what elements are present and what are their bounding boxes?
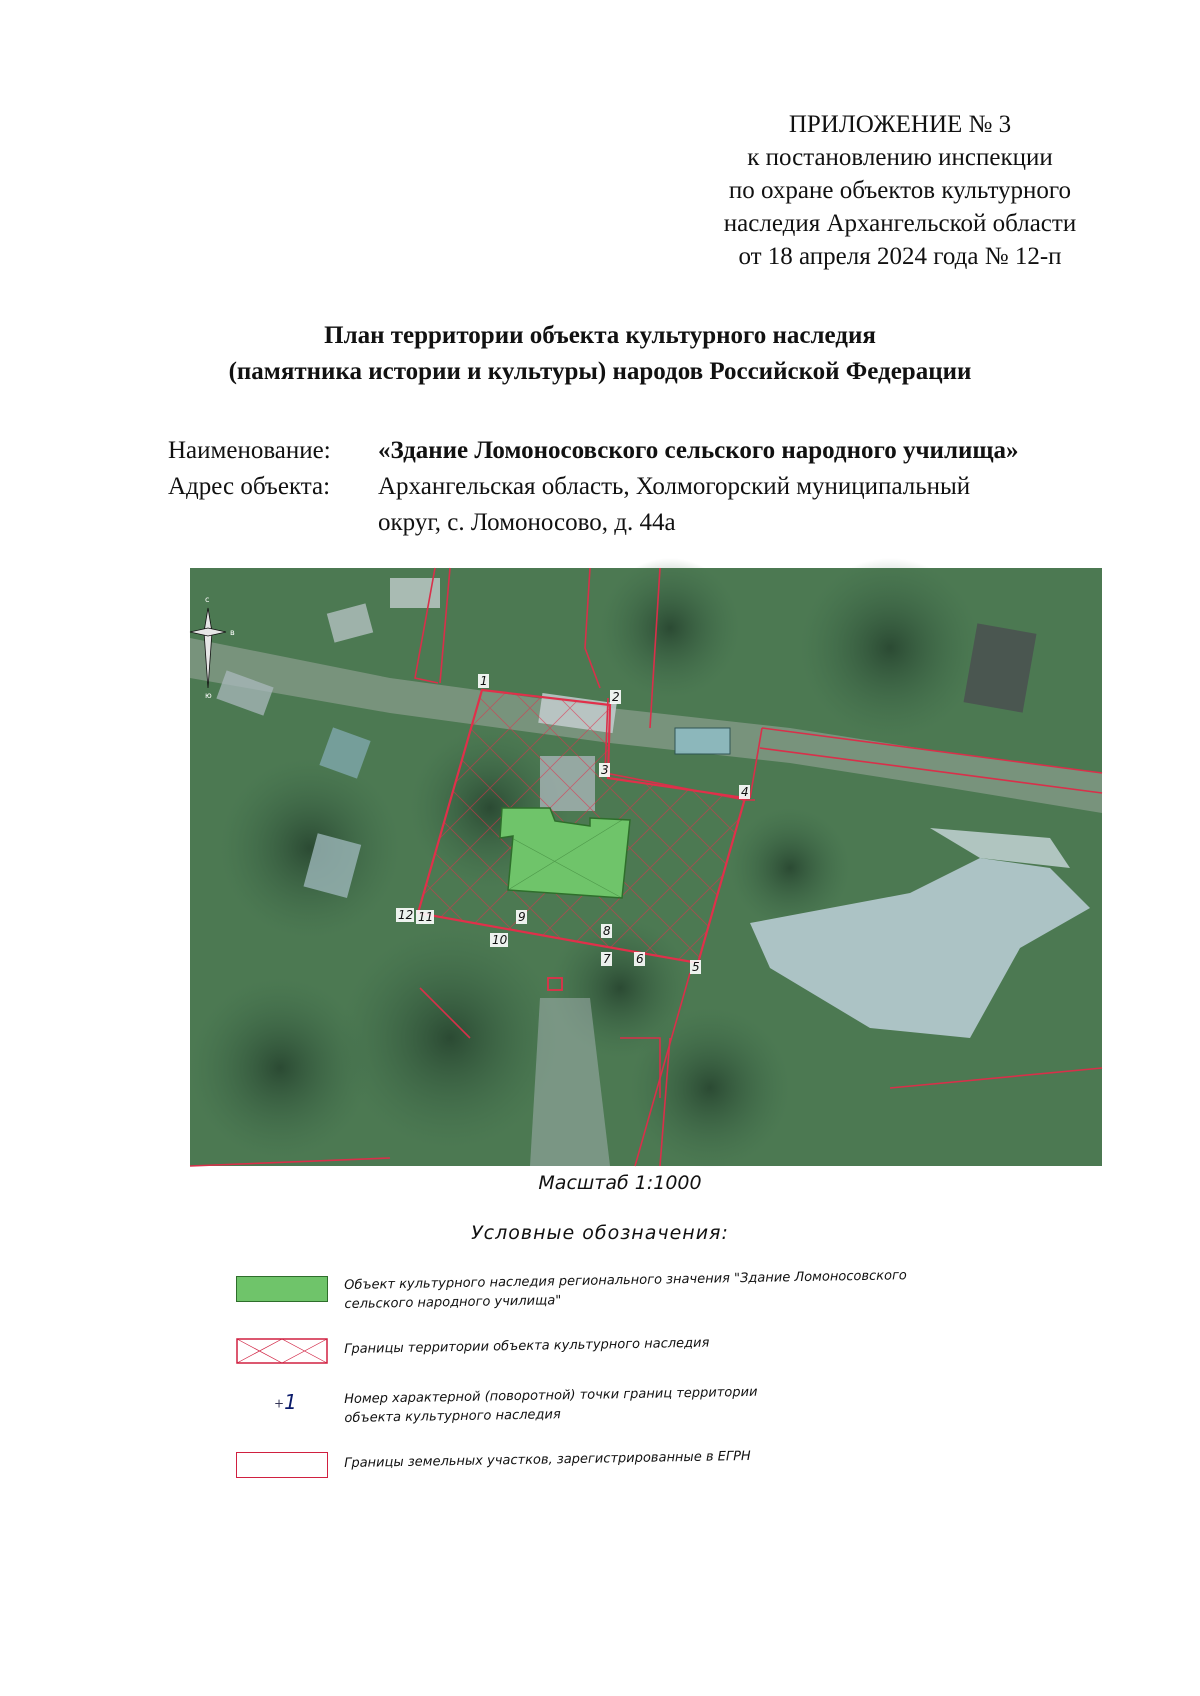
svg-text:11: 11 [418,910,434,924]
address-label: Адрес объекта: [168,473,331,500]
appendix-number: ПРИЛОЖЕНИЕ № 3 [788,111,1012,138]
legend-cross-swatch [236,1338,326,1362]
svg-text:10: 10 [492,933,508,947]
title-line: (памятника истории и культуры) народов Российской Федерации [228,358,972,385]
point-label-5 [690,960,701,974]
legend-text: Объект культурного наследия регионального значения "Здание Ломоносовского сельского народного училища" [344,1268,907,1312]
document-title [150,318,1050,390]
point-label-3 [599,763,610,777]
legend-title: Условные обозначения: [471,1222,729,1244]
legend-text: Границы территории объекта культурного наследия [344,1335,710,1357]
name-value: «Здание Ломоносовского сельского народного училища» [378,437,1019,464]
map-scale: Масштаб 1:1000 [538,1172,702,1194]
point-label-9 [516,910,527,924]
compass-east: в [230,628,235,637]
compass-south: ю [205,691,212,700]
legend-text: Границы земельных участков, зарегистрированные в ЕГРН [344,1448,751,1471]
name-label: Наименование: [168,437,331,464]
address-value-line2: округ, с. Ломоносово, д. 44а [378,509,676,536]
svg-text:7: 7 [603,952,611,966]
legend-green-swatch [236,1276,328,1302]
legend-outline-swatch [236,1452,328,1478]
title-line: План территории объекта культурного наследия [324,322,876,349]
svg-text:6: 6 [636,952,644,966]
point-label-4 [739,785,750,799]
svg-text:3: 3 [601,763,609,777]
svg-text:2: 2 [612,690,620,704]
compass-west: з [181,628,186,637]
svg-text:8: 8 [603,924,611,938]
appendix-line: наследия Архангельской области [723,210,1077,237]
appendix-date: от 18 апреля 2024 года № 12-п [738,243,1062,270]
appendix-block [680,108,1120,273]
svg-text:1: 1 [480,674,488,688]
svg-text:9: 9 [518,910,526,924]
point-label-8 [601,924,612,938]
svg-text:12: 12 [398,908,414,922]
point-label-1 [478,674,489,688]
point-label-7 [601,952,612,966]
site-map [181,568,1102,1166]
appendix-line: по охране объектов культурного [728,177,1072,204]
compass-north: с [205,595,210,604]
svg-text:5: 5 [692,960,700,974]
point-label-6 [634,952,645,966]
point-label-10 [490,933,508,947]
point-label-2 [610,690,621,704]
point-label-11 [416,910,434,924]
map-canvas [181,568,1102,1166]
point-label-12 [396,908,414,922]
address-value-line1: Архангельская область, Холмогорский муниципальный [378,473,971,500]
legend-text: Номер характерной (поворотной) точки границ территории объекта культурного наследия [344,1384,758,1426]
legend-point-symbol: +1 [274,1390,297,1414]
appendix-line: к постановлению инспекции [747,144,1053,171]
svg-text:4: 4 [741,785,749,799]
